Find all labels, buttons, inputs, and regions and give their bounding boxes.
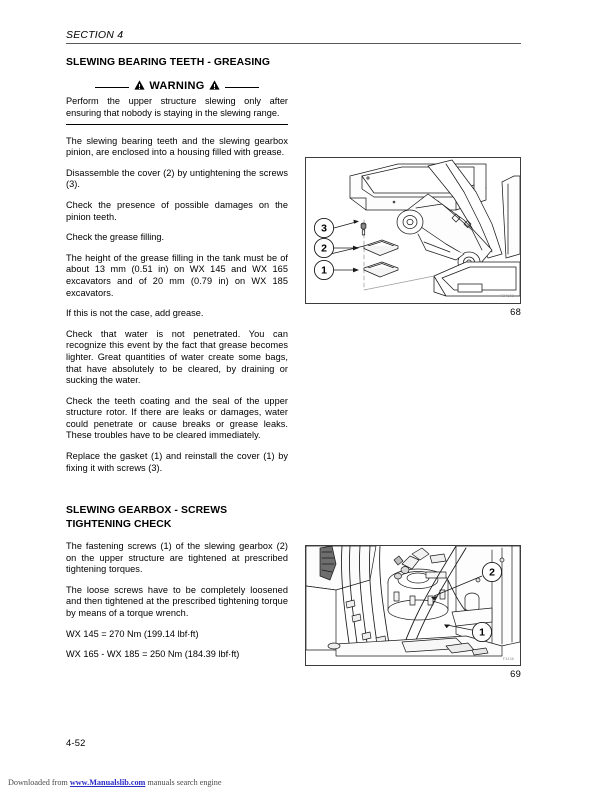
- paragraph: Disassemble the cover (2) by untightening the screws (3).: [66, 167, 288, 190]
- torque-spec: WX 165 - WX 185 = 250 Nm (184.39 lbf·ft): [66, 649, 240, 660]
- figure-69: [305, 545, 521, 679]
- paragraph: Check that water is not penetrated. You can recognize this event by the fact that grease becomes lighter. Great quantities of water create some bags, that have absolutely to be cleared, by draining or sucking the water.: [66, 328, 288, 386]
- warning-bottom-divider: [66, 124, 288, 125]
- paragraph: The loose screws have to be completely loosened and then tightened at the prescribed tightening torque by means of a torque wrench.: [66, 584, 288, 619]
- figure-68-frame: [305, 157, 521, 304]
- figure-68-illustration: [306, 158, 520, 303]
- paragraph: The slewing bearing teeth and the slewing gearbox pinion, are enclosed into a housing filled with grease.: [66, 135, 288, 158]
- section-spacer: [66, 474, 288, 504]
- svg-text:2: 2: [321, 242, 327, 255]
- paragraph: Check the teeth coating and the seal of the upper structure rotor. If there are leaks or damages, water could penetrate or cause breaks or grease leaks. These troubles have to be cleared immediately.: [66, 395, 288, 441]
- figure-69-illustration: [306, 546, 520, 665]
- section-header: [66, 29, 521, 44]
- figure-69-ref-code: F3438: [502, 657, 514, 661]
- warning-label-group: [134, 77, 219, 95]
- section-title-greasing: SLEWING BEARING TEETH - GREASING: [66, 57, 271, 68]
- warning-block: [66, 79, 288, 124]
- warning-triangle-icon: [209, 77, 220, 95]
- figure-69-number: 69: [510, 668, 521, 679]
- figure-69-frame: [305, 545, 521, 666]
- paragraph: The fastening screws (1) of the slewing gearbox (2) on the upper structure are tightened at prescribed tightening torques.: [66, 541, 288, 575]
- text-column: [66, 56, 288, 670]
- header-divider: [66, 43, 521, 44]
- footer-attribution: [8, 778, 222, 787]
- page-number: 4-52: [66, 737, 86, 748]
- svg-text:1: 1: [321, 264, 327, 277]
- warning-text: Perform the upper structure slewing only after ensuring that nobody is staying in the slewing range.: [66, 96, 288, 118]
- warning-banner: [66, 79, 288, 93]
- paragraph: The height of the grease filling in the tank must be of about 13 mm (0.51 in) on WX 145 and WX 165 excavators and of 20 mm (0.79 in) on WX 185 excavators.: [66, 252, 288, 298]
- warning-rule-right: [225, 87, 259, 88]
- warning-triangle-icon: [134, 77, 145, 95]
- paragraph: Check the presence of possible damages on the pinion teeth.: [66, 199, 288, 222]
- svg-text:2: 2: [489, 566, 495, 579]
- footer-suffix: manuals search engine: [147, 778, 222, 787]
- paragraph: Check the grease filling.: [66, 232, 165, 243]
- svg-text:3: 3: [321, 222, 327, 235]
- figure-68-number: 68: [510, 306, 521, 317]
- warning-label: WARNING: [149, 80, 205, 93]
- figure-68: [305, 157, 521, 317]
- figure-68-ref-code: F34308: [500, 294, 514, 298]
- section-title-screws-check: SLEWING GEARBOX - SCREWS TIGHTENING CHECK: [66, 505, 228, 530]
- footer-prefix: Downloaded from: [8, 778, 68, 787]
- torque-spec: WX 145 = 270 Nm (199.14 lbf·ft): [66, 628, 199, 639]
- svg-text:1: 1: [479, 626, 485, 639]
- paragraph: Replace the gasket (1) and reinstall the cover (1) by fixing it with screws (3).: [66, 451, 288, 473]
- warning-rule-left: [95, 87, 129, 88]
- paragraph: If this is not the case, add grease.: [66, 308, 204, 319]
- manualslib-link[interactable]: www.Manualslib.com: [69, 778, 146, 787]
- section-label: SECTION 4: [66, 29, 124, 41]
